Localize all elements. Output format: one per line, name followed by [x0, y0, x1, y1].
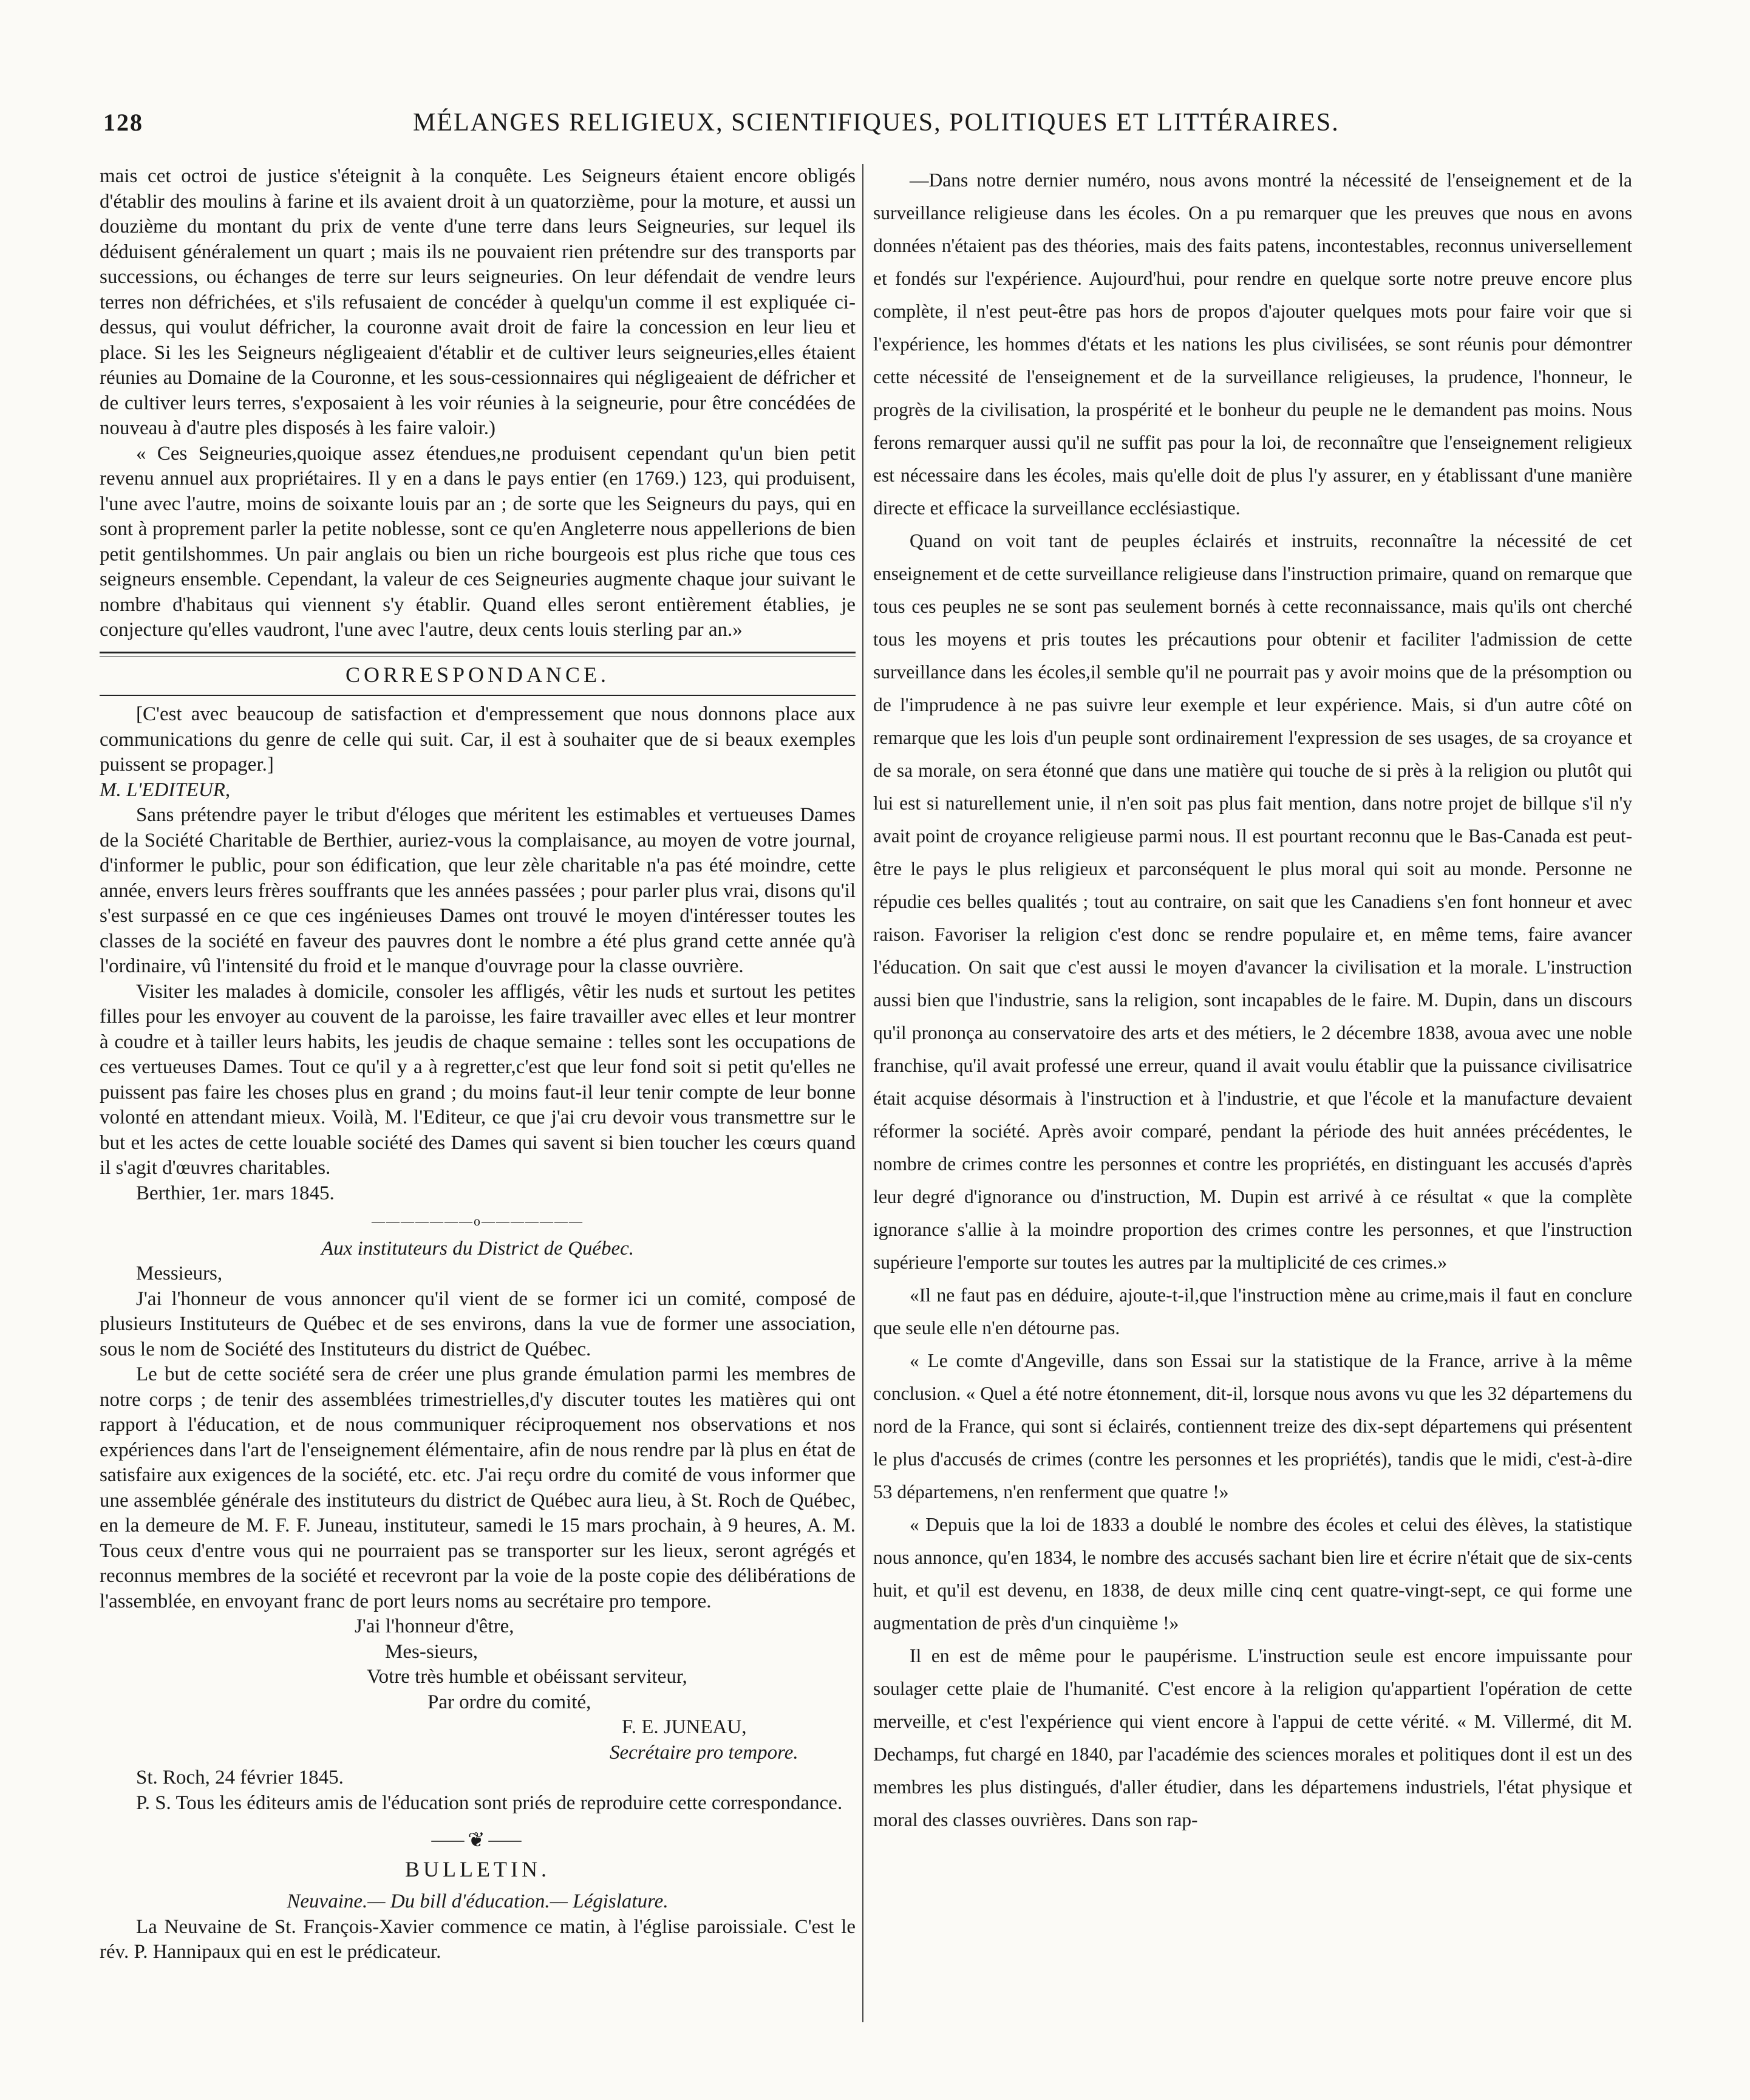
- right-column: [873, 164, 1632, 1836]
- instituteurs-paragraph: Le but de cette société sera de créer une plus grande émulation parmi les membres de notre corps ; de tenir des assemblées trimestrielles,d'y discuter toutes les matières qui ont rapport à l'éducation, et de nous communiquer réciproquement nos observations et nos expériences dans l'art de l'enseignement élémentaire, afin de nous rendre par là plus en état de satisfaire aux exigences de la société, etc. etc. J'ai reçu ordre du comité de vous informer que une assemblée générale des instituteurs du district de Québec aura lieu, à St. Roch de Québec, en la demeure de M. F. F. Juneau, instituteur, samedi le 15 mars prochain, à 9 heures, A. M. Tous ceux d'entre vous qui ne pourraient pas se transporter sur les lieux, seront agrégés et reconnus membres de la société et recevront par la voie de la poste copie des délibérations de l'assemblée, en envoyant franc de port leurs noms au secrétaire pro tempore.: [100, 1363, 856, 1612]
- seigneuries-quote: « Ces Seigneuries,quoique assez étendues,ne produisent cependant qu'un bien petit revenu annuel aux propriétaires. Il y en a dans le pays entier (en 1769.) 123, qui produisent, l'une avec l'autre, moins de soixante louis par an ; de sorte que les Seigneurs du pays, qui en sont à proprement parler la petite noblesse, sont ce qu'en Angleterre nous appellerions de bien petit gentilshommes. Un pair anglais ou bien un riche bourgeois est plus riche que tous ces seigneurs ensemble. Cependant, la valeur de ces Seigneuries augmente chaque jour suivant le nombre d'habitaus qui viennent s'y établir. Quand elles seront entièrement établies, je conjecture qu'elles vaudront, l'une avec l'autre, deux cents louis sterling par an.»: [100, 442, 856, 641]
- section-rule-thin: [100, 695, 856, 696]
- instituteurs-dateline: St. Roch, 24 février 1845.: [136, 1767, 344, 1788]
- seigneuries-paragraph: mais cet octroi de justice s'éteignit à la conquête. Les Seigneurs étaient encore obligés d'établir des moulins à farine et ils avaient droit à un quatorzième, pour la moture, et aussi un douzième du montant du prix de vente d'une terre dans leurs Seigneuries, sur lequel ils déduisent généralement un quart ; mais ils ne pouvaient rien prétendre sur des transports par successions, ou échanges de terre sur leurs seigneuries. On leur défendait de vendre leurs terres non défrichées, et s'ils refusaient de concéder à quelqu'un comme il est expliquée ci-dessus, qui voulut défricher, la couronne avait droit de faire la concession en leur lieu et place. Si les les Seigneurs négligeaient d'établir et de cultiver leurs seigneuries,elles étaient réunies au Domaine de la Couronne, et les sous-cessionnaires qui négligeaient de défricher et de cultiver leurs terres, s'exposaient à les voir réunies à la seigneurie, pour être concédées de nouveau à d'autre ples disposés à les faire valoir.): [100, 165, 856, 439]
- instituteurs-salutation: Messieurs,: [136, 1263, 223, 1284]
- bulletin-subtitle: Neuvaine.— Du bill d'éducation.— Législature.: [287, 1890, 669, 1912]
- signature-name: F. E. JUNEAU,: [622, 1716, 747, 1738]
- column-divider: [862, 164, 863, 2022]
- article-paragraph: « Le comte d'Angeville, dans son Essai sur la statistique de la France, arrive à la même conclusion. « Quel a été notre étonnement, dit-il, lorsque nous avons vu que les 32 départemens du nord de la France, qui sont si éclairés, contiennent treize des dix-sept départemens qui présentent le plus d'accusés de crimes (contre les personnes et les propriétés), tandis que le midi, c'est-à-dire 53 départemens, n'en renferment que quatre !»: [873, 1350, 1632, 1502]
- instituteurs-paragraph: J'ai l'honneur de vous annoncer qu'il vient de se former ici un comité, composé de plusieurs Instituteurs de Québec et de ses environs, dans la vue de former une association, sous le nom de Société des Instituteurs du district de Québec.: [100, 1287, 856, 1360]
- page-header: [73, 108, 1677, 151]
- bulletin-paragraph: La Neuvaine de St. François-Xavier commence ce matin, à l'église paroissiale. C'est le rév. P. Hannipaux qui en est le prédicateur.: [100, 1915, 856, 1963]
- letter-salutation: M. L'EDITEUR,: [100, 779, 231, 801]
- letter-paragraph: Sans prétendre payer le tribut d'éloges que méritent les estimables et vertueuses Dames de la Société Charitable de Berthier, auriez-vous la complaisance, au moyen de votre journal, d'informer le public, pour son édification, que leur zèle charitable n'a pas été moindre, cette année, envers leurs frères souffrants que les années passées ; pour parler plus vrai, disons qu'il s'est surpassé en ce que ces ingénieuses Dames ont trouvé le moyen d'intéresser toutes les classes de la société en faveur des pauvres dont le nombre a été plus grand cette année qu'à l'ordinaire, vû l'intensité du froid et le manque d'ouvrage pour la classe ouvrière.: [100, 804, 856, 977]
- signature-title: Secrétaire pro tempore.: [610, 1741, 798, 1764]
- bulletin-heading: BULLETIN.: [405, 1856, 550, 1881]
- page-number: 128: [103, 109, 143, 136]
- article-paragraph: Il en est de même pour le paupérisme. L'instruction seule est encore impuissante pour soulager cette plaie de l'humanité. C'est encore à la religion qu'appartient l'opération de cette merveille, et c'est l'expérience qui vient encore à l'appui de cette vérité. « M. Villermé, dit M. Dechamps, fut chargé en 1840, par l'académie des sciences morales et politiques dont il est un des membres les plus distingués, d'aller étudier, dans les départemens industriels, l'état physique et moral des classes ouvrières. Dans son rap-: [873, 1645, 1632, 1830]
- closing-line: Par ordre du comité,: [427, 1691, 591, 1713]
- letter-paragraph: Visiter les malades à domicile, consoler les affligés, vêtir les nuds et surtout les petites filles pour les envoyer au couvent de la paroisse, les faire travailler avec elles et leur montrer à coudre et à tailler leurs habits, les jeudis de chaque semaine : telles sont les occupations de ces vertueuses Dames. Tout ce qu'il y a à regretter,c'est que leur fond soit si petit qu'elles ne puissent pas faire les choses plus en grand ; du moins faut-il leur tenir compte de leur bonne volonté en attendant mieux. Voilà, M. l'Editeur, ce que j'ai cru devoir vous transmettre sur le but et les actes de cette louable société des Dames qui savent si bien toucher les cœurs quand il s'agit d'œuvres charitables.: [100, 980, 856, 1179]
- signature-block: [100, 1614, 856, 1765]
- ornament-icon: ⸺❦⸺: [430, 1829, 525, 1852]
- section-rule: [100, 652, 856, 656]
- postscript: P. S. Tous les éditeurs amis de l'éducation sont priés de reproduire cette correspondance.: [136, 1791, 843, 1814]
- separator: ———————o———————: [372, 1213, 584, 1229]
- left-column: [100, 164, 856, 1965]
- article-paragraph: « Depuis que la loi de 1833 a doublé le nombre des écoles et celui des élèves, la statistique nous annonce, qu'en 1834, le nombre des accusés sachant bien lire et écrire n'était que de six-cents huit, et qu'il est devenu, en 1838, de deux mille cinq cent quatre-vingt-sept, ce qui forme une augmentation de près d'un cinquième !»: [873, 1514, 1632, 1634]
- editor-note: [C'est avec beaucoup de satisfaction et d'empressement que nous donnons place aux communications du genre de celle qui suit. Car, il est à souhaiter que de si beaux exemples puissent se propager.]: [100, 703, 856, 776]
- letter-dateline: Berthier, 1er. mars 1845.: [136, 1182, 335, 1204]
- instituteurs-heading: Aux instituteurs du District de Québec.: [321, 1237, 635, 1260]
- correspondance-heading: CORRESPONDANCE.: [345, 662, 610, 687]
- closing-line: Votre très humble et obéissant serviteur,: [367, 1666, 687, 1688]
- article-paragraph: —Dans notre dernier numéro, nous avons montré la nécessité de l'enseignement et de la surveillance religieuse dans les écoles. On a pu remarquer que les preuves que nous en avons données n'étaient pas des théories, mais des faits patens, incontestables, reconnus universellement et fondés sur l'expérience. Aujourd'hui, pour rendre en quelque sorte notre preuve encore plus complète, il n'est peut-être pas hors de propos d'ajouter quelques mots pour faire voir que si l'expérience, les hommes d'états et les nations les plus civilisées, se sont réunis pour démontrer cette nécessité de l'enseignement et de la surveillance religieuses, la prudence, l'honneur, le progrès de la civilisation, la prospérité et le bonheur du peuple ne le demandent pas moins. Nous ferons remarquer aussi qu'il ne suffit pas pour la loi, de reconnaître que l'enseignement religieux est nécessaire dans les écoles, mais qu'elle doit de plus l'y assurer, en y établissant d'une manière directe et efficace la surveillance ecclésiastique.: [873, 169, 1632, 519]
- article-paragraph: Quand on voit tant de peuples éclairés et instruits, reconnaître la nécessité de cet enseignement et de cette surveillance religieuse dans l'instruction primaire, quand on remarque que tous ces peuples ne se sont pas seulement bornés à cette reconnaissance, mais qu'ils ont cherché tous les moyens et pris toutes les précautions pour obtenir et faciliter l'admission de cette surveillance dans les écoles,il semble qu'il ne pourrait pas y avoir moins que de la présomption ou de l'imprudence à ne pas suivre leur exemple et leur expérience. Mais, si d'un autre côté on remarque que les lois d'un peuple sont ordinairement l'expression de ses usages, de sa croyance et de sa morale, on sera étonné que dans une matière qui touche de si près à la religion ou plutôt qui lui est si naturellement unie, il n'en soit pas plus fait mention, dans notre projet de billque s'il n'y avait point de croyance religieuse parmi nous. Il est pourtant reconnu que le Bas-Canada est peut-être le pays le plus religieux et parconséquent le plus moral qui soit au monde. Personne ne répudie ces belles qualités ; tout au contraire, on sait que les Canadiens s'en font honneur et avec raison. Favoriser la religion c'est donc se rendre populaire et, en même tems, faire avancer l'éducation. On sait que c'est aussi le moyen d'avancer la civilisation et la morale. L'instruction aussi bien que l'industrie, sans la religion, sont incapables de le faire. M. Dupin, dans un discours qu'il prononça au conservatoire des arts et des métiers, le 2 décembre 1838, avoua avec une noble franchise, qu'il avait professé une erreur, quand il avait voulu établir que la puissance civilisatrice était acquise désormais à l'instruction et à l'industrie, et que l'école et la manufacture devaient réformer la société. Après avoir comparé, pendant la période des huit années précédentes, le nombre de crimes contre les personnes et contre les propriétés, en distinguant les accusés d'après leur degré d'ignorance ou d'instruction, M. Dupin est arrivé à ce résultat « que la complète ignorance s'allie à la moindre proportion des crimes contre les personnes, et que l'instruction supérieure l'emporte sur toutes les autres par la multiplicité de ces crimes.»: [873, 530, 1632, 1273]
- closing-line: J'ai l'honneur d'être,: [355, 1615, 514, 1637]
- closing-line: Mes-sieurs,: [385, 1640, 478, 1663]
- article-paragraph: «Il ne faut pas en déduire, ajoute-t-il,que l'instruction mène au crime,mais il faut en conclure que seule elle n'en détourne pas.: [873, 1284, 1632, 1338]
- running-title: MÉLANGES RELIGIEUX, SCIENTIFIQUES, POLITIQUES ET LITTÉRAIRES.: [413, 109, 1340, 137]
